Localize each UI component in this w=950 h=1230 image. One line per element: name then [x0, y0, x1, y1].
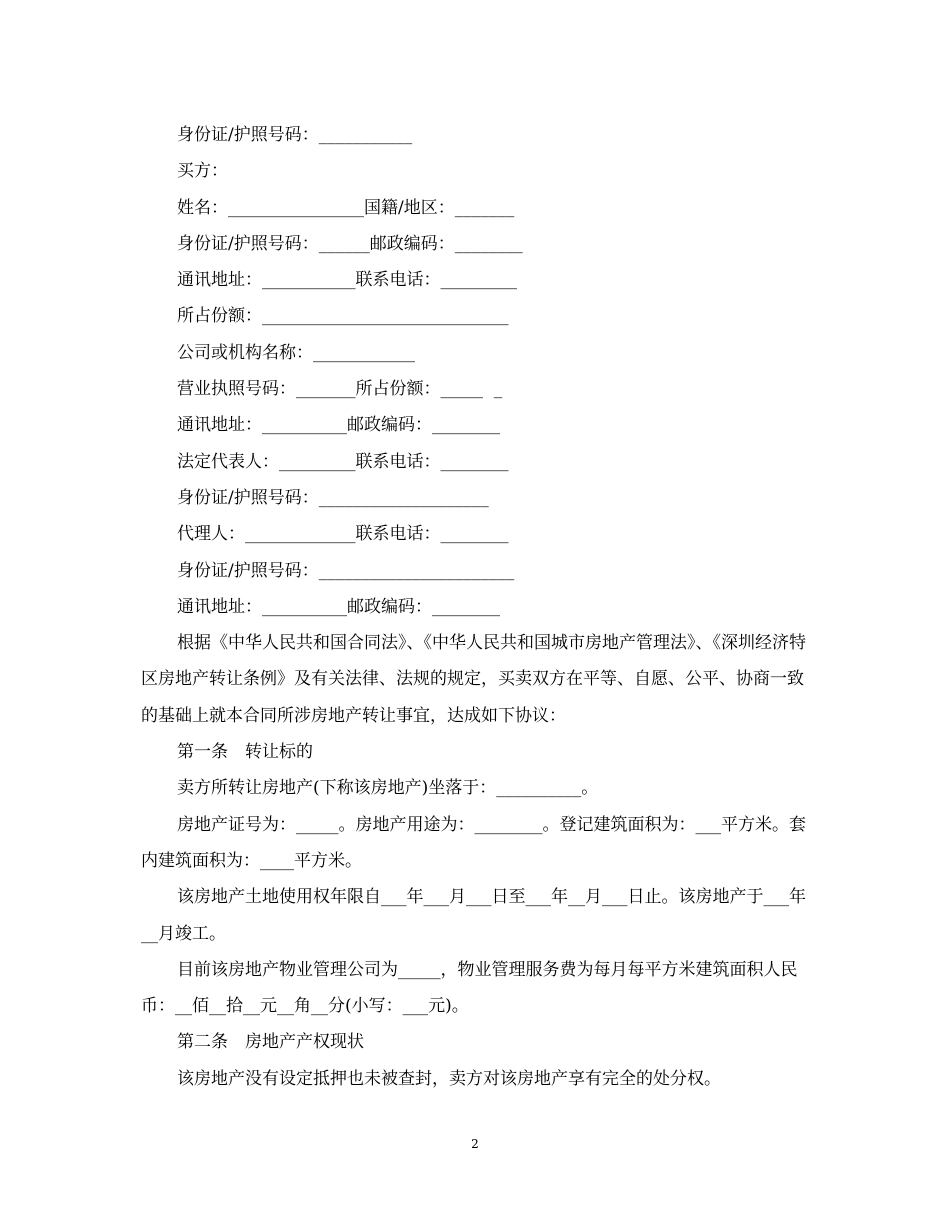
property-management-paragraph: 目前该房地产物业管理公司为_____，物业管理服务费为每月每平方米建筑面积人民币：__佰__拾__元__角__分(小写：___元)。: [141, 959, 798, 1017]
page-number: 2: [471, 1137, 479, 1151]
field-buyer-share: 所占份额：_____________________________: [177, 306, 509, 327]
document-body: [141, 117, 813, 1097]
field-buyer-id-postcode: 身份证/护照号码：______邮政编码：________: [177, 233, 523, 254]
field-company-name: 公司或机构名称：____________: [177, 342, 415, 363]
field-business-license-share: 营业执照号码：_______所占份额：_____ _: [177, 379, 503, 400]
land-use-term-paragraph: 该房地产土地使用权年限自___年___月___日至___年__月___日止。该房地产于___年__月竣工。: [141, 887, 806, 944]
field-buyer-address-phone: 通讯地址：___________联系电话：_________: [177, 270, 517, 291]
field-buyer-name-nationality: 姓名：________________国籍/地区：_______: [177, 197, 515, 218]
field-agent-id-number: 身份证/护照号码：_______________________: [177, 560, 515, 581]
article-1-heading: 第一条 转让标的: [177, 742, 313, 763]
field-legal-representative-phone: 法定代表人：_________联系电话：________: [177, 451, 509, 472]
field-company-address-postcode: 通讯地址：__________邮政编码：________: [177, 415, 500, 436]
ownership-status-paragraph: 该房地产没有设定抵押也未被查封，卖方对该房地产享有完全的处分权。: [177, 1068, 721, 1089]
preamble-paragraph: 根据《中华人民共和国合同法》、《中华人民共和国城市房地产管理法》、《深圳经济特区房地产转让条例》及有关法律、法规的规定，买卖双方在平等、自愿、公平、协商一致的基础上就本合同所涉房地产转让事宜，达成如下协议：: [141, 633, 806, 726]
field-agent-address-postcode: 通讯地址：__________邮政编码：________: [177, 596, 500, 617]
buyer-heading: 买方：: [177, 161, 228, 182]
field-representative-id-number: 身份证/护照号码：____________________: [177, 487, 489, 508]
property-certificate-paragraph: 房地产证号为：_____。房地产用途为：________。登记建筑面积为：___平方米。套内建筑面积为：____平方米。: [141, 814, 806, 871]
article-2-heading: 第二条 房地产产权现状: [177, 1032, 364, 1053]
property-location-paragraph: 卖方所转让房地产(下称该房地产)坐落于：__________。: [177, 778, 599, 799]
field-agent-phone: 代理人：_____________联系电话：________: [177, 524, 509, 545]
field-seller-id-number: 身份证/护照号码：___________: [177, 125, 413, 145]
